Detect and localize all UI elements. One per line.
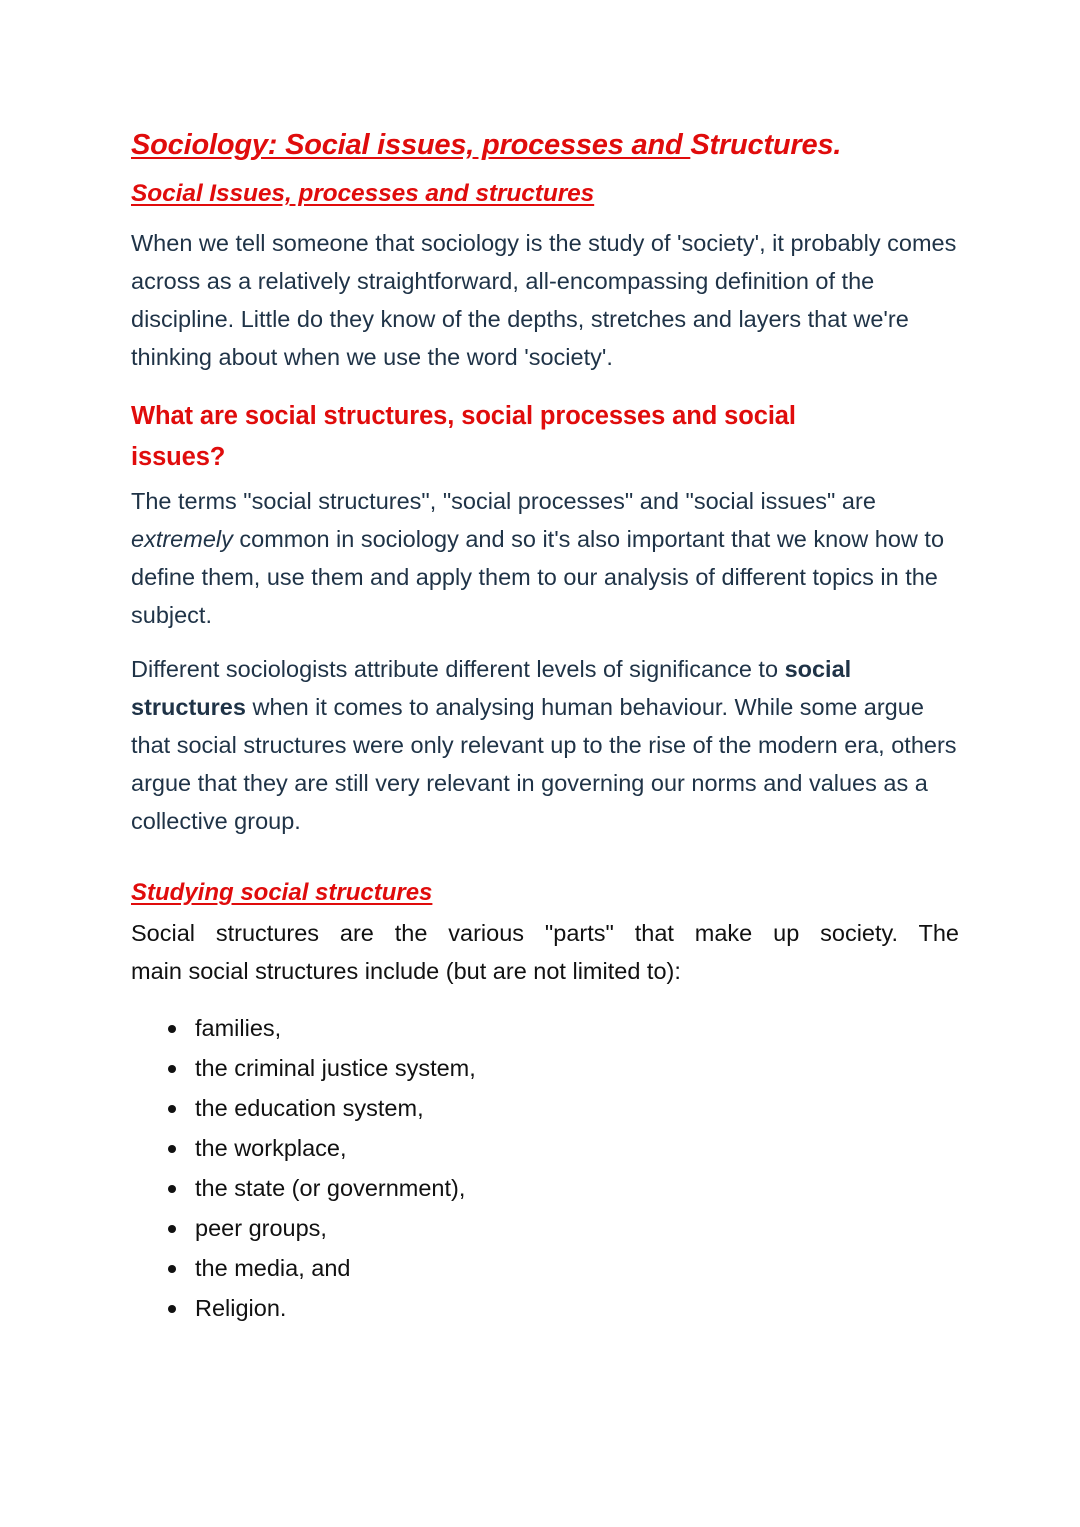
paragraph-sociologists-after-bold: when it comes to analysing human behaviour. While some argue that social structures were only relevant up to the rise of the modern era, others argue that they are still very relevant in governing our norms and values as a collective group. [131, 694, 957, 834]
list-item: peer groups, [131, 1208, 959, 1248]
list-item: the workplace, [131, 1128, 959, 1168]
document-content [131, 126, 959, 1328]
heading-studying-social-structures: Studying social structures [131, 879, 433, 906]
list-item: Religion. [131, 1288, 959, 1328]
paragraph-parts-line-2: main social structures include (but are not limited to): [131, 958, 681, 984]
paragraph-terms-before-italic: The terms "social structures", "social processes" and "social issues" are [131, 488, 876, 514]
page-title [131, 126, 959, 164]
subheading-social-issues: Social Issues, processes and structures [131, 180, 595, 207]
paragraph-intro: When we tell someone that sociology is the study of 'society', it probably comes across as a relatively straightforward, all-encompassing definition of the discipline. Little do they know of the depths, stretches and layers that we're thinking about when we use the word 'society'. [131, 230, 957, 370]
paragraph-terms-italic-emphasis: extremely [131, 526, 233, 552]
paragraph-sociologists-bold-term: social structures [131, 656, 852, 720]
paragraph-sociologists-before-bold: Different sociologists attribute different levels of significance to [131, 656, 785, 682]
list-item: the media, and [131, 1248, 959, 1288]
paragraph-terms-definition [131, 482, 959, 634]
page-title-underlined-text: Sociology: Social issues, processes and [131, 129, 691, 161]
heading-what-are-social-structures: What are social structures, social processes and social issues? [131, 402, 796, 471]
social-structures-bullet-list [131, 1008, 959, 1328]
page-title-plain-text: Structures. [690, 129, 842, 161]
list-item: the state (or government), [131, 1168, 959, 1208]
paragraph-sociologists-significance [131, 650, 959, 840]
list-item: families, [131, 1008, 959, 1048]
list-item: the education system, [131, 1088, 959, 1128]
list-item: the criminal justice system, [131, 1048, 959, 1088]
paragraph-parts-line-1: Social structures are the various "parts" that make up society. The [131, 920, 959, 946]
paragraph-social-structures-parts [131, 914, 959, 990]
paragraph-terms-after-italic: common in sociology and so it's also important that we know how to define them, use them and apply them to our analysis of different topics in the subject. [131, 526, 945, 628]
